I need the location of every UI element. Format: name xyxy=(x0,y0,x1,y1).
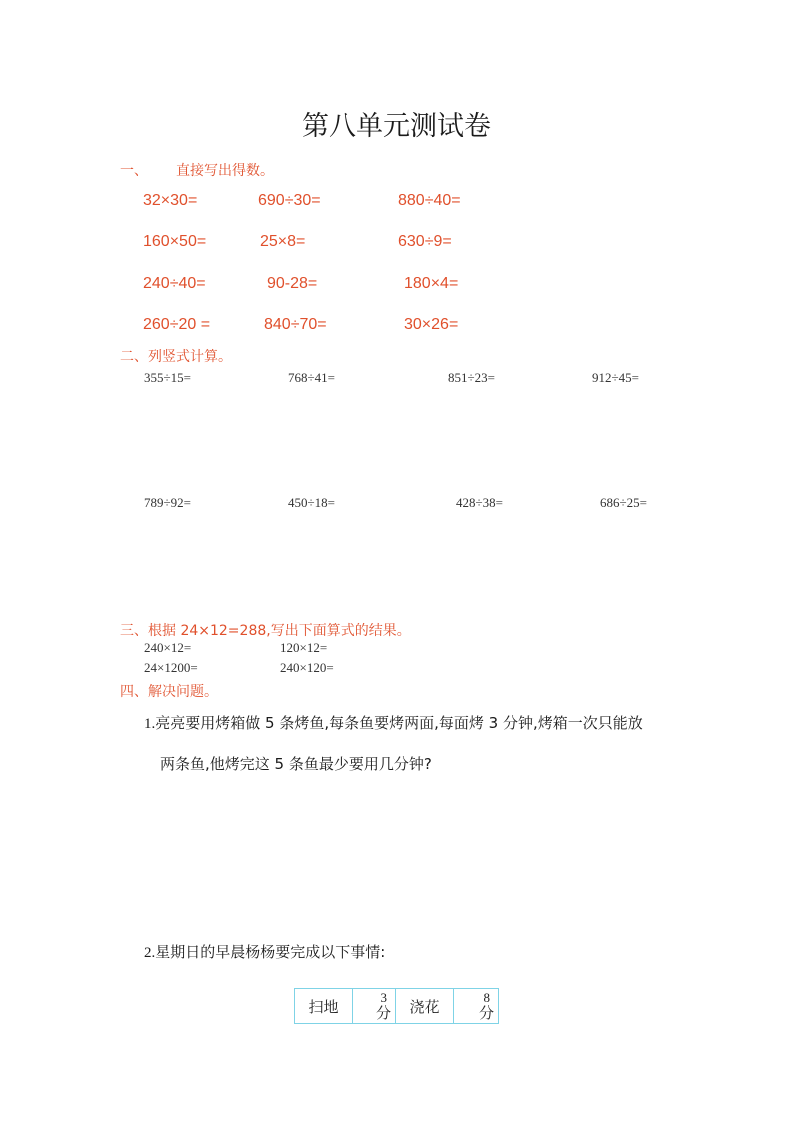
problem2-number: 2. xyxy=(144,945,156,961)
oral-calc-item: 160×50= xyxy=(143,233,207,250)
product-calc-item: 120×12= xyxy=(280,640,328,655)
product-calc-item: 240×12= xyxy=(144,640,192,655)
section2-heading: 二、列竖式计算。 xyxy=(120,349,232,365)
task-name-cell: 浇花 xyxy=(396,989,454,1024)
oral-calc-item: 180×4= xyxy=(404,275,459,292)
oral-calc-item: 25×8= xyxy=(260,233,306,250)
task-name-cell: 扫地 xyxy=(295,989,353,1024)
problem2-line xyxy=(144,941,385,962)
problem2-text: 星期日的早晨杨杨要完成以下事情: xyxy=(155,943,386,961)
task-time-cell xyxy=(454,989,499,1024)
vertical-calc-item: 789÷92= xyxy=(144,495,191,510)
task-minutes: 8 xyxy=(483,990,490,1005)
vertical-calc-item: 768÷41= xyxy=(288,370,335,385)
page-title: 第八单元测试卷 xyxy=(302,111,491,142)
vertical-calc-item: 851÷23= xyxy=(448,370,495,385)
section1-heading: 直接写出得数。 xyxy=(176,163,274,179)
section3-heading: 三、根据 24×12=288,写出下面算式的结果。 xyxy=(120,623,411,639)
task-unit: 分 xyxy=(478,1004,494,1022)
oral-calc-item: 240÷40= xyxy=(143,275,206,292)
problem1-text-line1: 亮亮要用烤箱做 5 条烤鱼,每条鱼要烤两面,每面烤 3 分钟,烤箱一次只能放 xyxy=(155,714,643,732)
vertical-calc-item: 428÷38= xyxy=(456,495,503,510)
oral-calc-item: 880÷40= xyxy=(398,192,461,209)
problem1-text-line2: 两条鱼,他烤完这 5 条鱼最少要用几分钟? xyxy=(160,755,432,773)
product-calc-item: 24×1200= xyxy=(144,660,198,675)
section1-number: 一、 xyxy=(120,163,148,179)
task-minutes: 3 xyxy=(380,990,387,1005)
oral-calc-item: 260÷20 = xyxy=(143,316,211,333)
vertical-calc-item: 686÷25= xyxy=(600,495,647,510)
task-table xyxy=(294,988,499,1024)
oral-calc-item: 840÷70= xyxy=(264,316,327,333)
vertical-calc-item: 355÷15= xyxy=(144,370,191,385)
oral-calc-item: 690÷30= xyxy=(258,192,321,209)
oral-calc-item: 32×30= xyxy=(143,192,198,209)
oral-calc-item: 630÷9= xyxy=(398,233,452,250)
section4-heading: 四、解决问题。 xyxy=(120,684,218,700)
vertical-calc-item: 912÷45= xyxy=(592,370,639,385)
problem1-line1 xyxy=(144,712,643,733)
problem1-number: 1. xyxy=(144,716,156,732)
task-time-cell xyxy=(353,989,396,1024)
task-table-row xyxy=(295,989,499,1024)
vertical-calc-item: 450÷18= xyxy=(288,495,335,510)
oral-calc-item: 90-28= xyxy=(267,275,318,292)
product-calc-item: 240×120= xyxy=(280,660,334,675)
task-unit: 分 xyxy=(375,1004,391,1022)
oral-calc-item: 30×26= xyxy=(404,316,459,333)
